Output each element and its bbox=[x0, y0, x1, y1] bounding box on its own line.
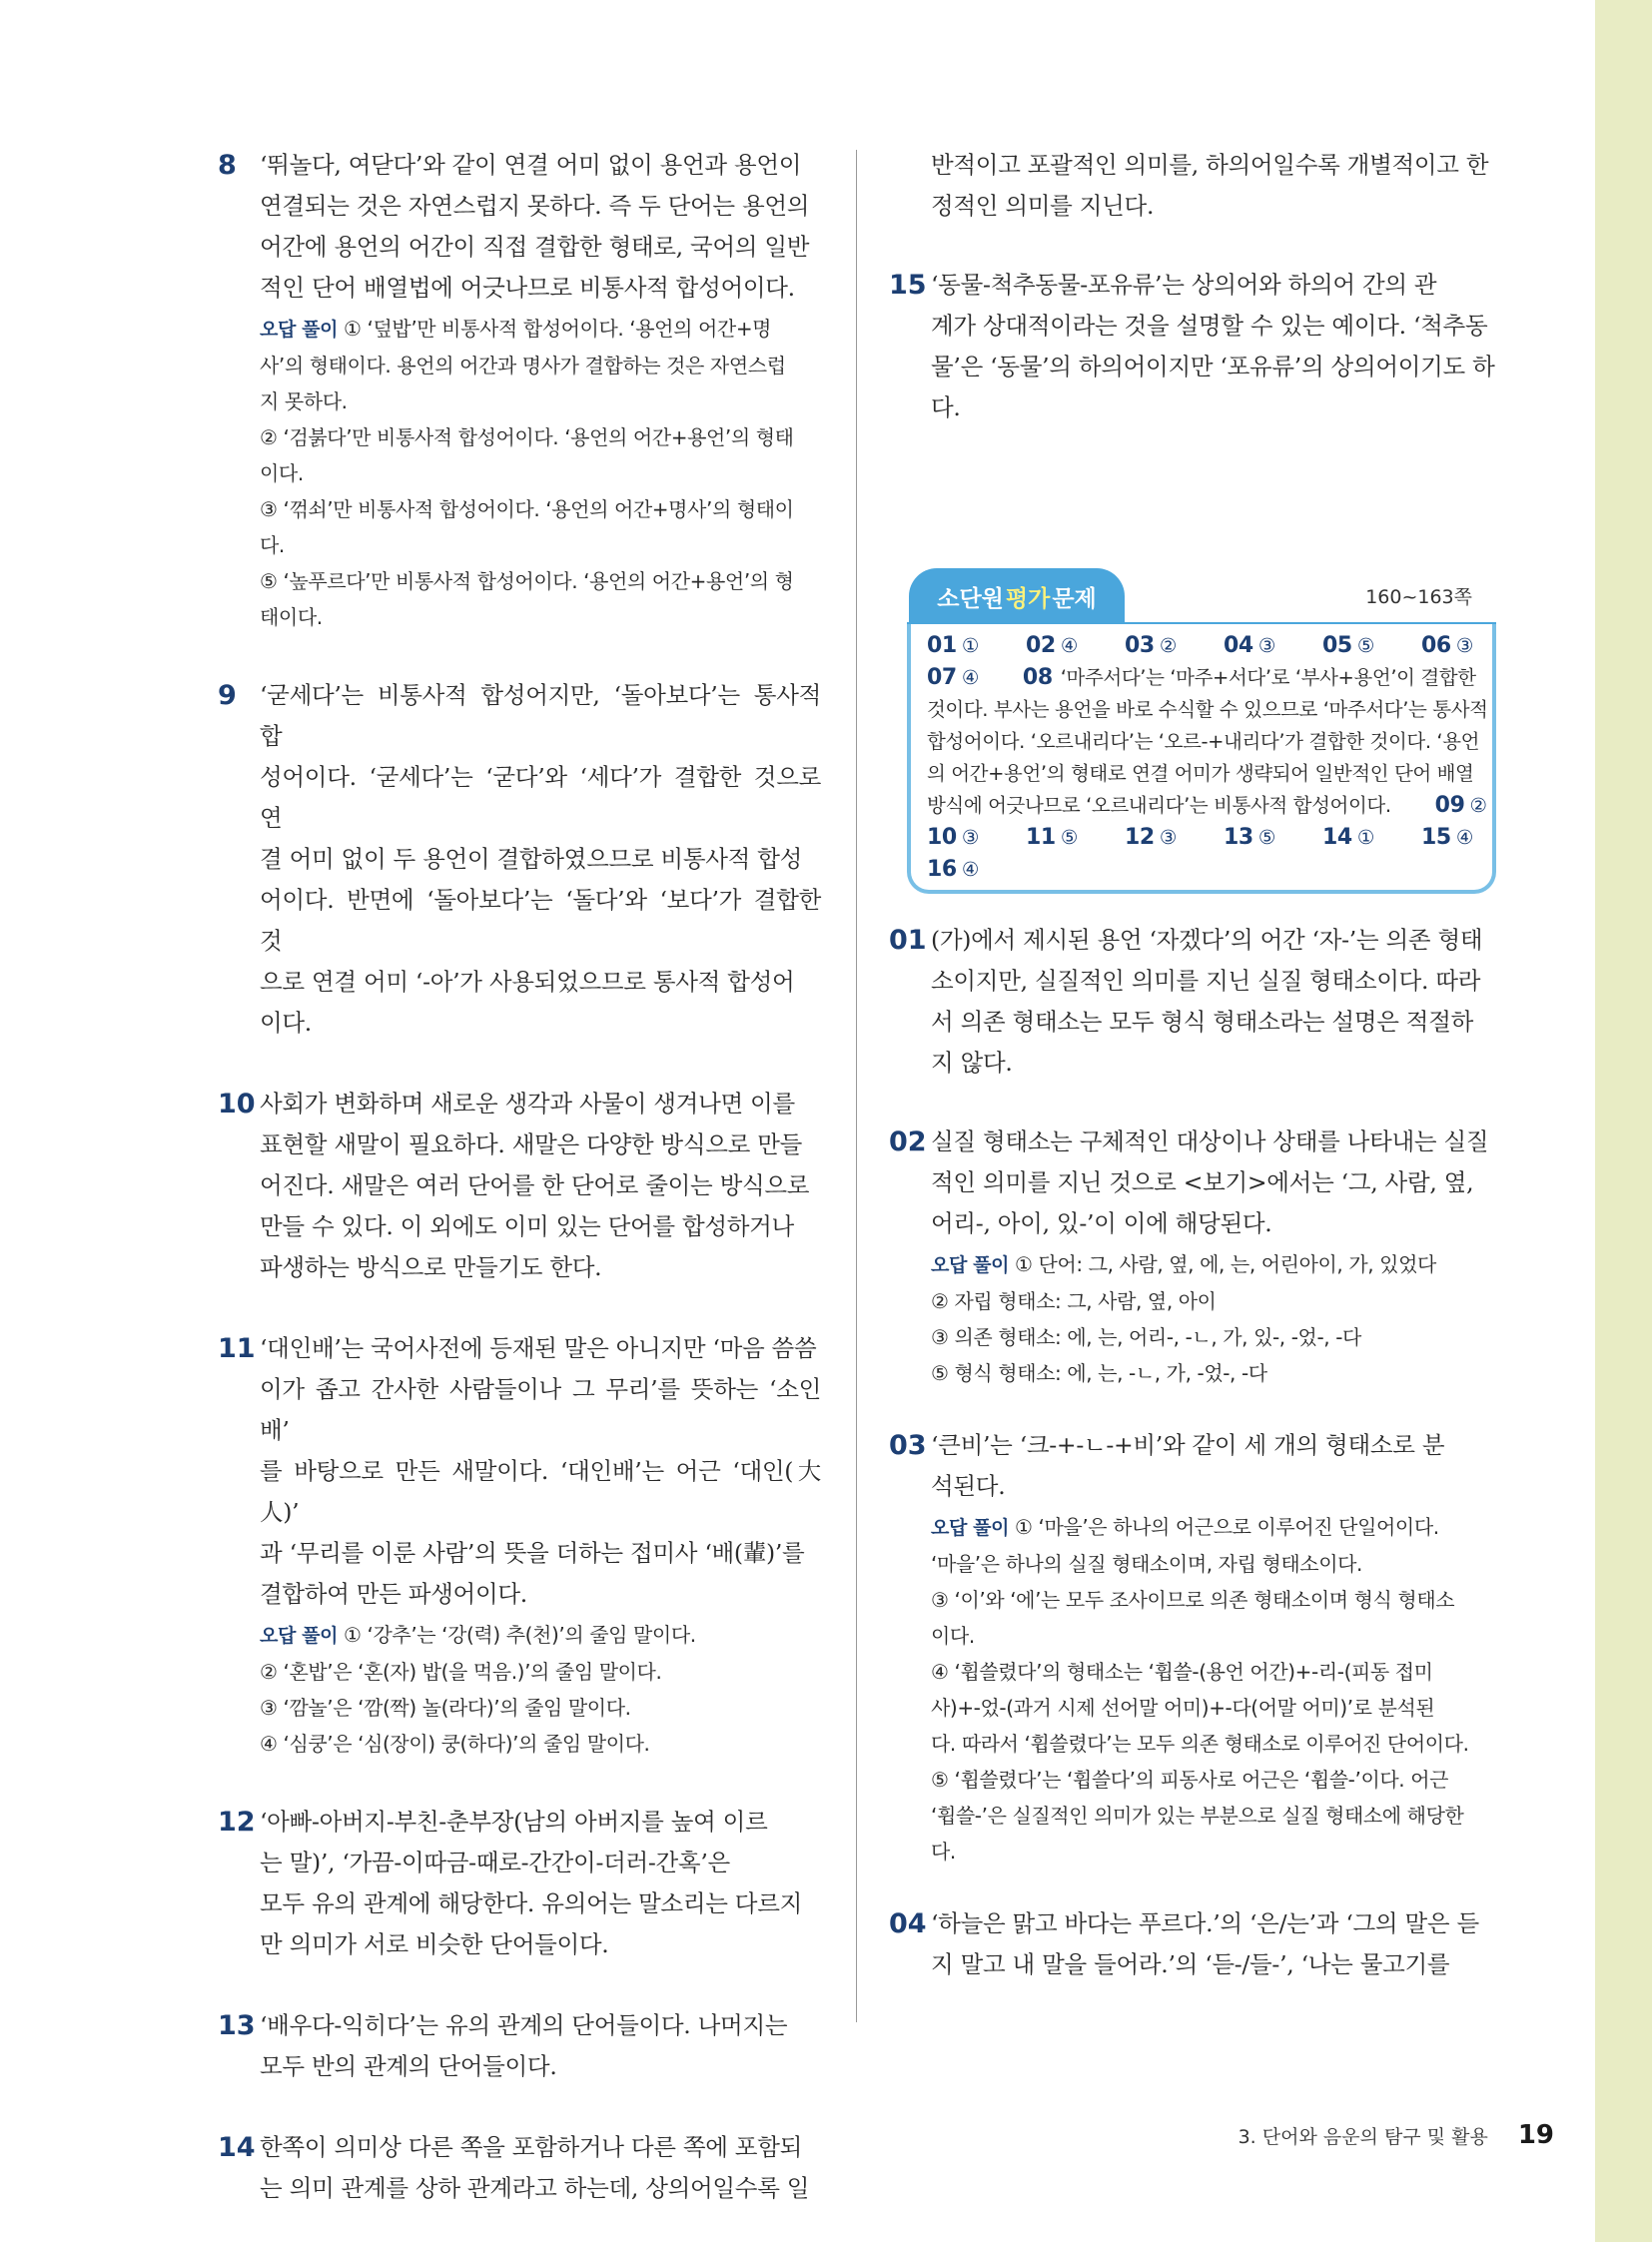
eval-answer-box bbox=[907, 624, 1496, 894]
item-explanation: ‘배우다-익히다’는 유의 관계의 단어들이다. 나머지는 모두 반의 관계의 단어들이다. bbox=[260, 2011, 788, 2080]
answer-key: 16 ④ bbox=[927, 857, 979, 882]
item-explanation: (가)에서 제시된 용언 ‘자겠다’의 어간 ‘자-’는 의존 형태 소이지만, 실질적인 의미를 지닌 실질 형태소이다. 따라 서 의존 형태소는 모두 형식 형태소라는 설명은 적절하 지 않다. bbox=[931, 926, 1483, 1077]
wrong-answer-note bbox=[260, 311, 821, 635]
wrong-answer-note bbox=[260, 1617, 821, 1762]
answer-text: 방식에 어긋나므로 ‘오르내리다’는 비통사적 합성어이다. bbox=[927, 794, 1391, 817]
note-line: ⑤ ‘휩쓸렸다’는 ‘휩쓸다’의 피동사로 어근은 ‘휩쓸-’이다. 어근 ‘휩쓸-’은 실질적인 의미가 있는 부분으로 실질 형태소에 해당한 다. bbox=[931, 1768, 1464, 1864]
note-line: ④ ‘휩쓸렸다’의 형태소는 ‘휩쓸-(용언 어간)+-리-(피동 접미 사)+-었-(과거 시제 선어말 어미)+-다(어말 어미)’로 분석된 다. 따라서 ‘휩쓸렸다’는 모두 의존 형태소로 이루어진 단어이다. bbox=[931, 1660, 1469, 1756]
answer-key: 02 ④ bbox=[1026, 633, 1078, 658]
item-explanation: ‘굳세다’는 비통사적 합성어지만, ‘돌아보다’는 통사적 합 성어이다. ‘굳세다’는 ‘굳다’와 ‘세다’가 결합한 것으로 연 결 어미 없이 두 용언이 결합하였으므로 비통사적 합성 어이다. 반면에 ‘돌아보다’는 ‘돌다’와 ‘보다’가 결합한 것 으로 연결 어미 ‘-아’가 사용되었으므로 통사적 합성어 이다. bbox=[260, 681, 821, 1037]
answer-item-8 bbox=[218, 145, 821, 635]
item-explanation: ‘동물-척추동물-포유류’는 상의어와 하의어 간의 관 계가 상대적이라는 것을 설명할 수 있는 예이다. ‘척추동 물’은 ‘동물’의 하의어이지만 ‘포유류’의 상의어이기도 하 다. bbox=[931, 271, 1495, 421]
right-column bbox=[889, 145, 1496, 1985]
note-line: ③ ‘깜놀’은 ‘깜(짝) 놀(라다)’의 줄임 말이다. bbox=[260, 1696, 631, 1720]
side-margin-strip bbox=[1595, 0, 1652, 2242]
item-number: 12 bbox=[218, 1807, 256, 1838]
item-explanation: 반적이고 포괄적인 의미를, 하의어일수록 개별적이고 한 정적인 의미를 지닌다. bbox=[931, 151, 1489, 220]
note-line: ② ‘검붉다’만 비통사적 합성어이다. ‘용언의 어간+용언’의 형태 이다. bbox=[260, 425, 794, 485]
answer-key: 13 ⑤ bbox=[1224, 825, 1275, 850]
answer-text-line: 합성어이다. ‘오르내리다’는 ‘오르-+내리다’가 결합한 것이다. ‘용언 bbox=[927, 730, 1480, 753]
item-number: 8 bbox=[218, 150, 237, 181]
unit-eval-answers bbox=[889, 568, 1496, 908]
answer-number: 09 bbox=[1434, 793, 1465, 818]
answer-item-10 bbox=[218, 1084, 821, 1288]
answer-text-line: 것이다. 부사는 용언을 바로 수식할 수 있으므로 ‘마주서다’는 통사적 bbox=[927, 698, 1488, 721]
item-explanation: ‘아빠-아버지-부친-춘부장(남의 아버지를 높여 이르 는 말)’, ‘가끔-이따금-때로-간간이-더러-간혹’은 모두 유의 관계에 해당한다. 유의어는 말소리는 다르지 만 의미가 서로 비슷한 단어들이다. bbox=[260, 1808, 803, 1958]
note-line: ⑤ 형식 형태소: 에, 는, -ㄴ, 가, -었-, -다 bbox=[931, 1361, 1267, 1385]
answer-row bbox=[927, 790, 1487, 822]
item-number: 15 bbox=[889, 270, 927, 301]
answer-item-13 bbox=[218, 2005, 821, 2087]
answer-key: 06 ③ bbox=[1421, 633, 1473, 658]
eval-page-range: 160~163쪽 bbox=[1365, 586, 1472, 608]
note-line: ③ ‘이’와 ‘에’는 모두 조사이므로 의존 형태소이며 형식 형태소 이다. bbox=[931, 1588, 1455, 1648]
answer-row bbox=[927, 854, 1476, 886]
answer-item-03 bbox=[889, 1425, 1496, 1869]
item-explanation: 실질 형태소는 구체적인 대상이나 상태를 나타내는 실질 적인 의미를 지닌 것으로 <보기>에서는 ‘그, 사람, 옆, 어리-, 아이, 있-’이 이에 해당된다. bbox=[931, 1127, 1489, 1237]
eval-section-tab bbox=[909, 568, 1125, 624]
answer-item-11 bbox=[218, 1328, 821, 1762]
answer-row bbox=[927, 822, 1476, 854]
answer-item-14-continued bbox=[889, 145, 1496, 227]
answer-key: 07 ④ bbox=[927, 665, 979, 690]
item-number: 13 bbox=[218, 2010, 256, 2041]
answer-row bbox=[927, 662, 1476, 694]
answer-item-02 bbox=[889, 1121, 1496, 1391]
answer-key: 14 ① bbox=[1322, 825, 1374, 850]
item-number: 02 bbox=[889, 1126, 927, 1157]
note-tag: 오답 풀이 bbox=[260, 319, 339, 341]
answer-key: 05 ⑤ bbox=[1322, 633, 1374, 658]
item-number: 01 bbox=[889, 925, 927, 956]
item-number: 9 bbox=[218, 680, 237, 711]
item-number: 03 bbox=[889, 1430, 927, 1461]
note-line: ③ ‘꺾쇠’만 비통사적 합성어이다. ‘용언의 어간+명사’의 형태이 다. bbox=[260, 497, 794, 557]
answer-item-9 bbox=[218, 675, 821, 1044]
answer-key: 10 ③ bbox=[927, 825, 979, 850]
answer-key: 11 ⑤ bbox=[1026, 825, 1078, 850]
answer-key: 12 ③ bbox=[1125, 825, 1177, 850]
answer-item-12 bbox=[218, 1802, 821, 1965]
chapter-title: 3. 단어와 음운의 탐구 및 활용 bbox=[1238, 2126, 1488, 2148]
wrong-answer-note bbox=[931, 1246, 1496, 1391]
item-explanation: ‘하늘은 맑고 바다는 푸르다.’의 ‘은/는’과 ‘그의 말은 듣 지 말고 내 말을 들어라.’의 ‘듣-/들-’, ‘나는 물고기를 bbox=[931, 1909, 1479, 1978]
item-number: 10 bbox=[218, 1089, 256, 1120]
note-line: ① 단어: 그, 사람, 옆, 에, 는, 어린아이, 가, 있었다 bbox=[1015, 1252, 1436, 1276]
answer-item-15 bbox=[889, 265, 1496, 428]
column-divider bbox=[856, 150, 857, 2022]
answer-item-01 bbox=[889, 920, 1496, 1084]
note-line: ① ‘강추’는 ‘강(력) 추(천)’의 줄임 말이다. bbox=[344, 1623, 696, 1647]
note-line: ① ‘마을’은 하나의 어근으로 이루어진 단일어이다. ‘마을’은 하나의 실질 형태소이며, 자립 형태소이다. bbox=[931, 1515, 1439, 1576]
item-explanation: 사회가 변화하며 새로운 생각과 사물이 생겨나면 이를 표현할 새말이 필요하다. 새말은 다양한 방식으로 만들 어진다. 새말은 여러 단어를 한 단어로 줄이는 방식으로 만들 수 있다. 이 외에도 이미 있는 단어를 합성하거나 파생하는 방식으로 만들기도 한다. bbox=[260, 1090, 810, 1281]
page-footer bbox=[1239, 2120, 1554, 2150]
answer-number: 08 bbox=[1022, 665, 1053, 690]
note-line: ① ‘덮밥’만 비통사적 합성어이다. ‘용언의 어간+명 사’의 형태이다. 용언의 어간과 명사가 결합하는 것은 자연스럽 지 못하다. bbox=[260, 317, 786, 413]
note-tag: 오답 풀이 bbox=[260, 1625, 339, 1647]
answer-key: 01 ① bbox=[927, 633, 979, 658]
item-explanation: ‘뛰놀다, 여닫다’와 같이 연결 어미 없이 용언과 용언이 연결되는 것은 자연스럽지 못하다. 즉 두 단어는 용언의 어간에 용언의 어간이 직접 결합한 형태로, 국어의 일반 적인 단어 배열법에 어긋나므로 비통사적 합성어이다. bbox=[260, 151, 810, 302]
item-explanation: ‘큰비’는 ‘크-+-ㄴ-+비’와 같이 세 개의 형태소로 분 석된다. bbox=[931, 1431, 1445, 1500]
answer-key: 03 ② bbox=[1125, 633, 1177, 658]
note-tag: 오답 풀이 bbox=[931, 1517, 1010, 1539]
note-tag: 오답 풀이 bbox=[931, 1254, 1010, 1276]
note-line: ② ‘혼밥’은 ‘혼(자) 밥(을 먹음.)’의 줄임 말이다. bbox=[260, 1660, 662, 1684]
answer-key: 15 ④ bbox=[1421, 825, 1473, 850]
answer-key: 04 ③ bbox=[1224, 633, 1275, 658]
eval-tab-text: 소단원 bbox=[937, 585, 1004, 612]
left-column bbox=[218, 145, 821, 2209]
note-line: ② 자립 형태소: 그, 사람, 옆, 아이 bbox=[931, 1289, 1217, 1313]
page-number: 19 bbox=[1517, 2120, 1554, 2150]
note-line: ③ 의존 형태소: 에, 는, 어리-, -ㄴ, 가, 있-, -었-, -다 bbox=[931, 1325, 1361, 1349]
answer-choice: ② bbox=[1469, 794, 1487, 817]
answer-text: ‘마주서다’는 ‘마주+서다’로 ‘부사+용언’이 결합한 bbox=[1060, 666, 1476, 689]
eval-tab-text: 문제 bbox=[1052, 585, 1097, 612]
item-explanation: 한쪽이 의미상 다른 쪽을 포함하거나 다른 쪽에 포함되 는 의미 관계를 상하 관계라고 하는데, 상의어일수록 일 bbox=[260, 2133, 810, 2202]
note-line: ⑤ ‘높푸르다’만 비통사적 합성어이다. ‘용언의 어간+용언’의 형 태이다. bbox=[260, 569, 794, 629]
item-number: 04 bbox=[889, 1908, 927, 1939]
answer-text-line: 의 어간+용언’의 형태로 연결 어미가 생략되어 일반적인 단어 배열 bbox=[927, 762, 1474, 785]
eval-tab-highlight: 평가 bbox=[1005, 585, 1051, 612]
answer-item-14 bbox=[218, 2127, 821, 2209]
note-line: ④ ‘심쿵’은 ‘심(장이) 쿵(하다)’의 줄임 말이다. bbox=[260, 1732, 650, 1756]
wrong-answer-note bbox=[931, 1509, 1496, 1869]
item-number: 11 bbox=[218, 1333, 256, 1364]
answer-row bbox=[927, 630, 1476, 662]
answer-item-04 bbox=[889, 1903, 1496, 1985]
item-number: 14 bbox=[218, 2132, 256, 2163]
item-explanation: ‘대인배’는 국어사전에 등재된 말은 아니지만 ‘마음 씀씀 이가 좁고 간사한 사람들이나 그 무리’를 뜻하는 ‘소인배’ 를 바탕으로 만든 새말이다. ‘대인배’는 어근 ‘대인(大人)’ 과 ‘무리를 이룬 사람’의 뜻을 더하는 접미사 ‘배(輩)’를 결합하여 만든 파생어이다. bbox=[260, 1334, 821, 1608]
